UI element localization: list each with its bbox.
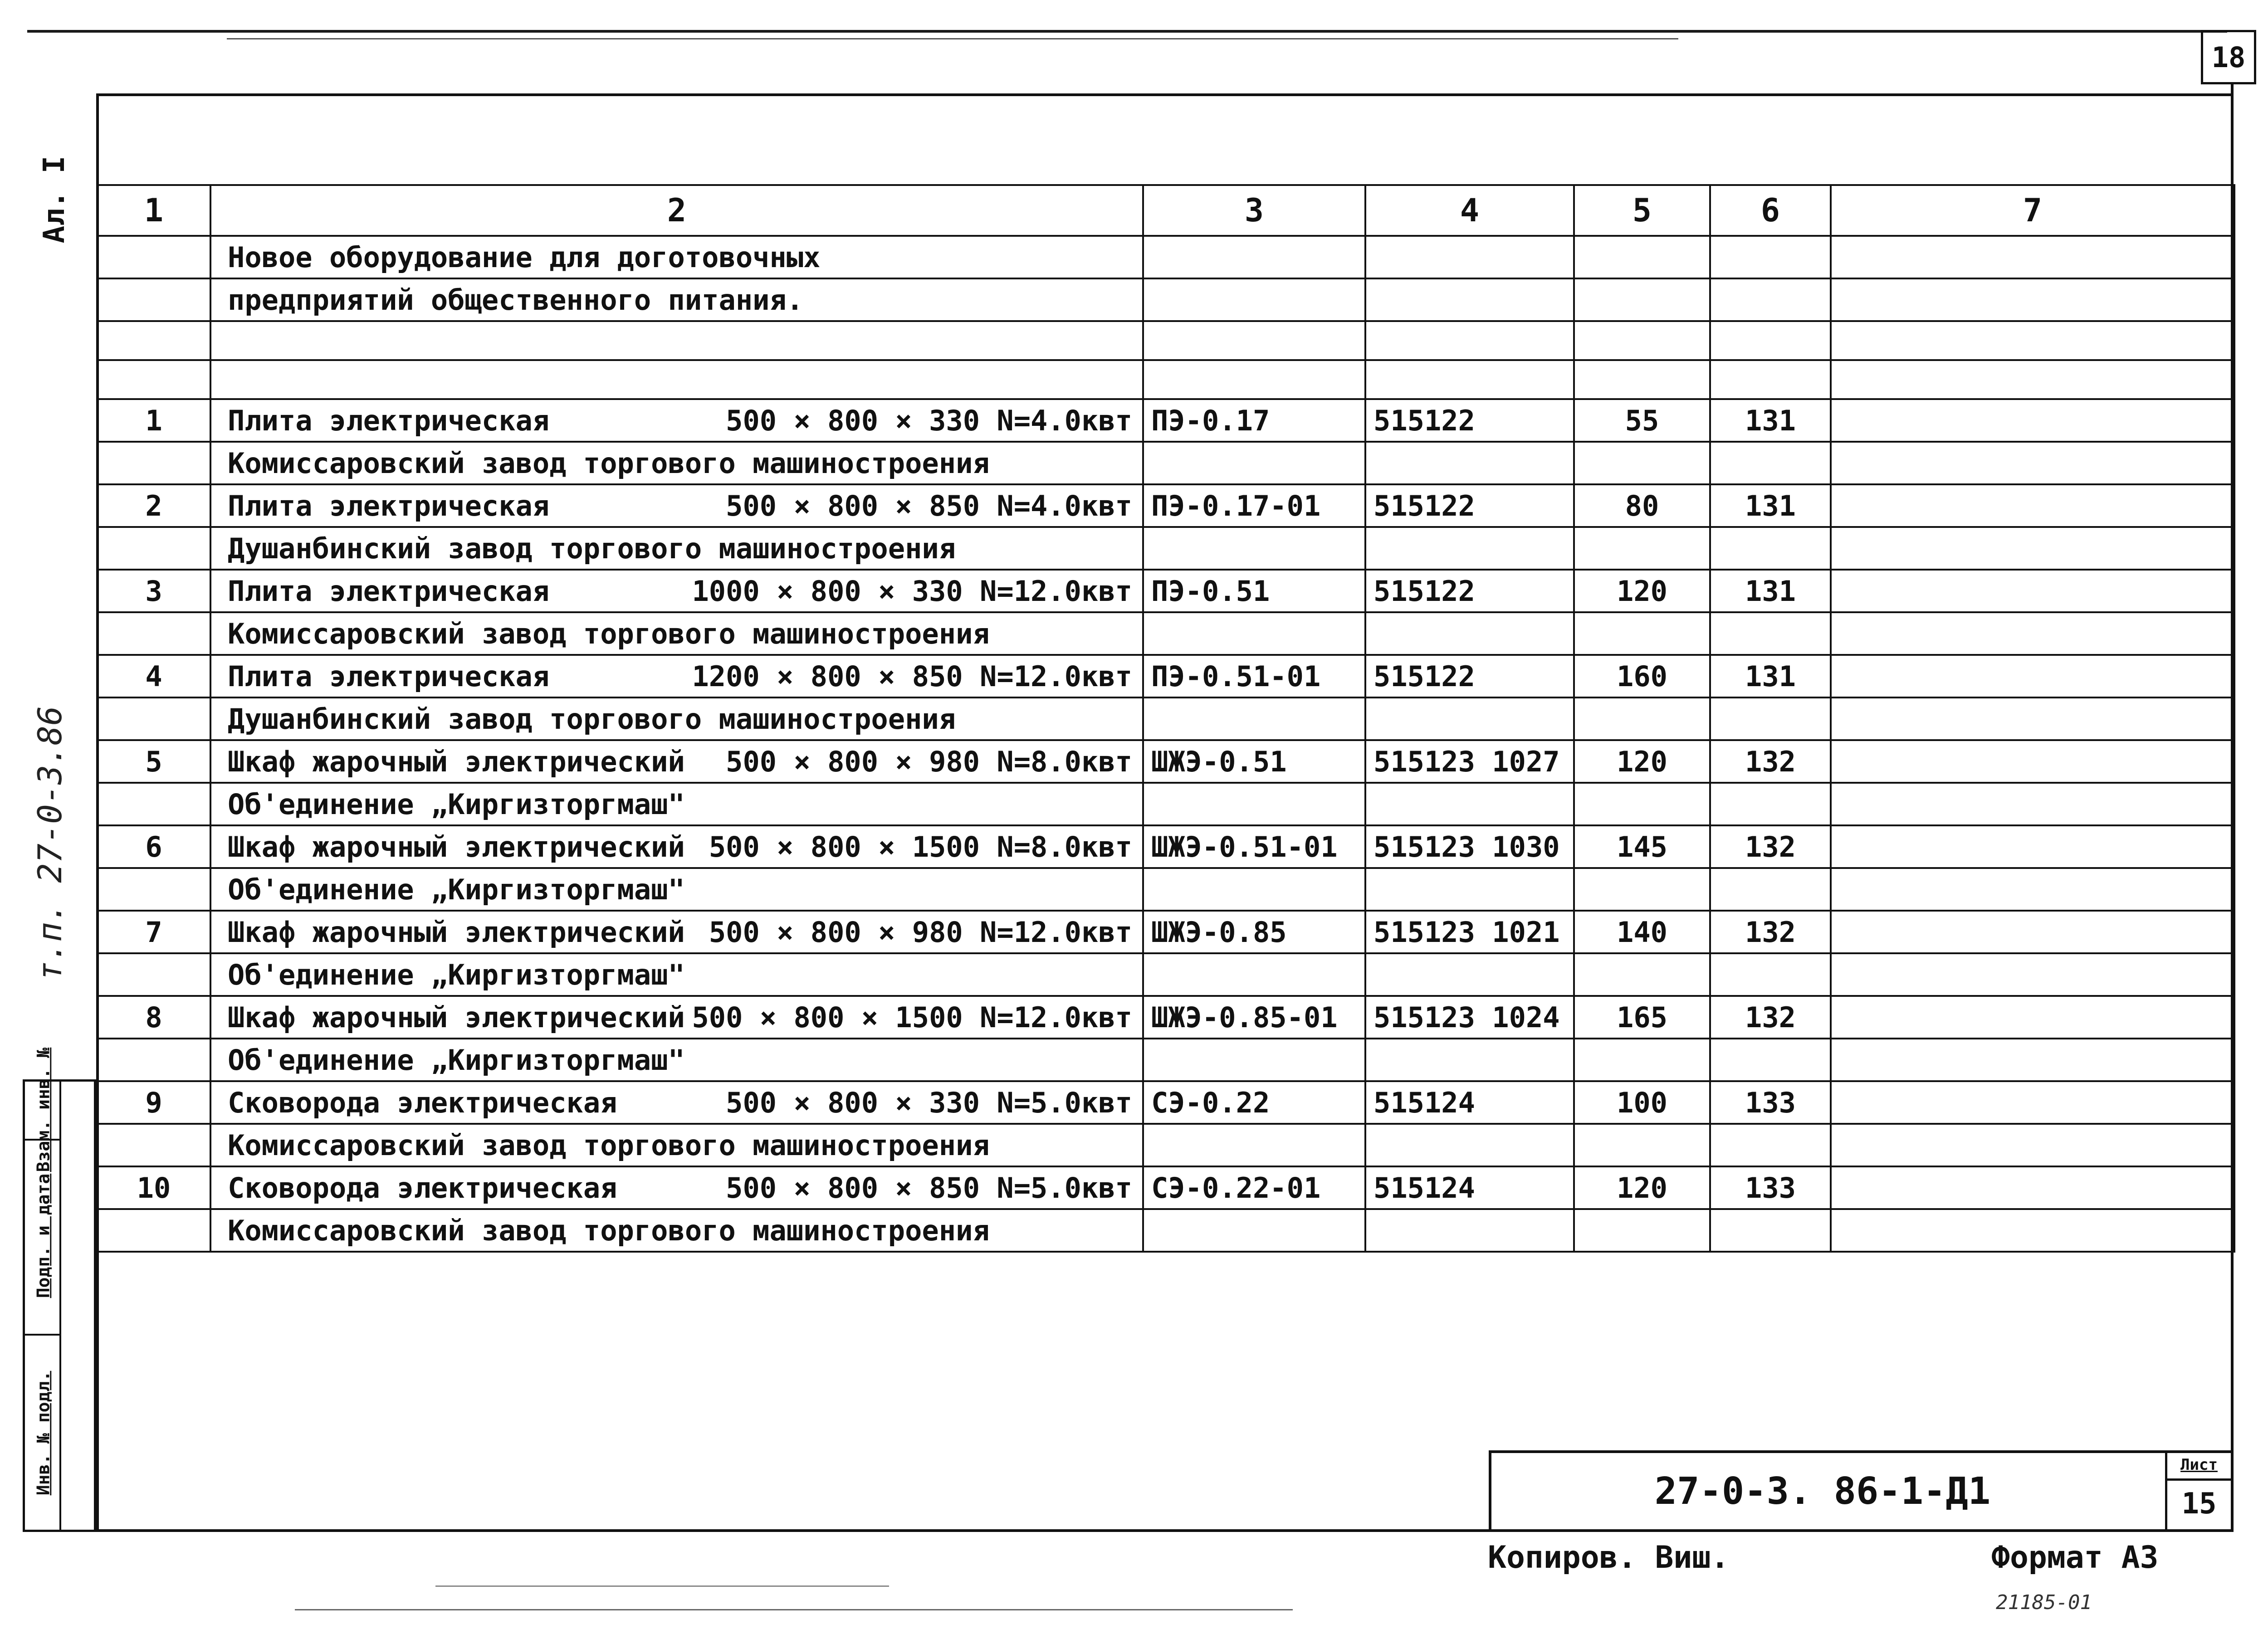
item-value: 160 <box>1574 655 1710 697</box>
item-value: 120 <box>1574 740 1710 783</box>
item-name-cell <box>210 484 1143 527</box>
item-value: 165 <box>1574 996 1710 1039</box>
section-title-line-2: предприятий общественного питания. <box>210 278 1143 321</box>
item-value: 55 <box>1574 399 1710 442</box>
title-block <box>1489 1450 2234 1532</box>
item-manufacturer: Душанбинский завод торгового машиностроения <box>210 527 1143 570</box>
item-value: 120 <box>1574 1166 1710 1209</box>
item-code: 515123 1021 <box>1365 911 1574 953</box>
paper-format: Формат А3 <box>1991 1540 2159 1575</box>
table-row-maker <box>97 612 2234 655</box>
item-dimensions: 500 × 800 × 1500 N=8.0квт <box>709 830 1132 863</box>
top-rule-secondary <box>227 38 1678 39</box>
item-note <box>1831 484 2234 527</box>
item-model: ПЭ-0.17 <box>1143 399 1365 442</box>
item-model: СЭ-0.22-01 <box>1143 1166 1365 1209</box>
table-row <box>97 1081 2234 1124</box>
equipment-table <box>96 184 2235 1253</box>
table-row-maker <box>97 953 2234 996</box>
table-row <box>97 825 2234 868</box>
item-name: Шкаф жарочный электрический <box>228 915 685 949</box>
item-code: 515124 <box>1365 1081 1574 1124</box>
item-dimensions: 500 × 800 × 850 N=5.0квт <box>726 1171 1132 1205</box>
item-dimensions: 500 × 800 × 980 N=8.0квт <box>726 745 1132 778</box>
table-header-row <box>97 185 2234 236</box>
table-row <box>97 399 2234 442</box>
column-header-3: 3 <box>1143 185 1365 236</box>
item-name-cell <box>210 740 1143 783</box>
column-header-5: 5 <box>1574 185 1710 236</box>
item-manufacturer: Об'единение „Киргизторгмаш" <box>210 953 1143 996</box>
table-row-maker <box>97 868 2234 911</box>
table-row <box>97 740 2234 783</box>
item-manufacturer: Комиссаровский завод торгового машиностроения <box>210 1124 1143 1166</box>
bottom-rule-secondary <box>435 1585 889 1587</box>
item-page: 132 <box>1710 996 1831 1039</box>
table-row <box>97 996 2234 1039</box>
item-note <box>1831 655 2234 697</box>
item-model: ПЭ-0.51-01 <box>1143 655 1365 697</box>
item-name: Шкаф жарочный электрический <box>228 745 685 778</box>
item-page: 132 <box>1710 740 1831 783</box>
item-note <box>1831 1081 2234 1124</box>
table-row <box>97 655 2234 697</box>
item-note <box>1831 911 2234 953</box>
section-title-row <box>97 236 2234 278</box>
table-row-maker <box>97 1039 2234 1081</box>
item-page: 132 <box>1710 911 1831 953</box>
item-code: 515122 <box>1365 484 1574 527</box>
item-name-cell <box>210 996 1143 1039</box>
table-row-maker <box>97 442 2234 484</box>
table-row-maker <box>97 527 2234 570</box>
item-page: 131 <box>1710 655 1831 697</box>
item-page: 131 <box>1710 570 1831 612</box>
column-header-1: 1 <box>97 185 210 236</box>
item-name-cell <box>210 825 1143 868</box>
table-row-maker <box>97 783 2234 825</box>
column-header-4: 4 <box>1365 185 1574 236</box>
blank-row <box>97 360 2234 399</box>
item-manufacturer: Комиссаровский завод торгового машиностроения <box>210 1209 1143 1252</box>
column-header-7: 7 <box>1831 185 2234 236</box>
item-name-cell <box>210 911 1143 953</box>
sheet-label: Лист <box>2165 1453 2231 1481</box>
item-page: 132 <box>1710 825 1831 868</box>
item-code: 515123 1024 <box>1365 996 1574 1039</box>
table-row-maker <box>97 1124 2234 1166</box>
table-row-maker <box>97 1209 2234 1252</box>
item-manufacturer: Комиссаровский завод торгового машиностроения <box>210 612 1143 655</box>
blank-row <box>97 321 2234 360</box>
table-row <box>97 570 2234 612</box>
item-model: ШЖЭ-0.51 <box>1143 740 1365 783</box>
item-manufacturer: Комиссаровский завод торгового машиностроения <box>210 442 1143 484</box>
binding-margin-stamp <box>23 1047 96 1532</box>
item-manufacturer: Душанбинский завод торгового машиностроения <box>210 697 1143 740</box>
item-dimensions: 500 × 800 × 330 N=4.0квт <box>726 404 1132 437</box>
item-name: Шкаф жарочный электрический <box>228 1000 685 1034</box>
item-model: ПЭ-0.17-01 <box>1143 484 1365 527</box>
item-number: 5 <box>97 740 210 783</box>
item-model: ШЖЭ-0.85 <box>1143 911 1365 953</box>
item-name-cell <box>210 1081 1143 1124</box>
item-dimensions: 500 × 800 × 850 N=4.0квт <box>726 489 1132 522</box>
item-name: Сковорода электрическая <box>228 1086 617 1119</box>
item-note <box>1831 825 2234 868</box>
item-page: 133 <box>1710 1081 1831 1124</box>
side-document-code: т.п. 27-0-3.86 <box>31 706 69 981</box>
item-value: 100 <box>1574 1081 1710 1124</box>
item-page: 133 <box>1710 1166 1831 1209</box>
item-model: ШЖЭ-0.51-01 <box>1143 825 1365 868</box>
item-name: Плита электрическая <box>228 489 550 522</box>
item-number: 6 <box>97 825 210 868</box>
item-manufacturer: Об'единение „Киргизторгмаш" <box>210 1039 1143 1081</box>
item-value: 145 <box>1574 825 1710 868</box>
item-code: 515122 <box>1365 570 1574 612</box>
top-rule <box>27 30 2227 33</box>
item-dimensions: 500 × 800 × 980 N=12.0квт <box>709 915 1132 949</box>
item-value: 80 <box>1574 484 1710 527</box>
item-code: 515122 <box>1365 399 1574 442</box>
item-note <box>1831 1166 2234 1209</box>
section-title-line-1: Новое оборудование для доготовочных <box>210 236 1143 278</box>
sheet-number-box: 18 <box>2201 30 2256 84</box>
item-page: 131 <box>1710 399 1831 442</box>
item-note <box>1831 399 2234 442</box>
item-number: 1 <box>97 399 210 442</box>
table-row <box>97 1166 2234 1209</box>
column-header-2: 2 <box>210 185 1143 236</box>
item-name: Плита электрическая <box>228 574 550 608</box>
item-model: СЭ-0.22 <box>1143 1081 1365 1124</box>
section-title-row <box>97 278 2234 321</box>
item-dimensions: 500 × 800 × 1500 N=12.0квт <box>692 1000 1132 1034</box>
item-name: Сковорода электрическая <box>228 1171 617 1205</box>
item-page: 131 <box>1710 484 1831 527</box>
item-dimensions: 1200 × 800 × 850 N=12.0квт <box>692 659 1132 693</box>
archive-number: 21185-01 <box>1996 1591 2092 1614</box>
binding-replaced-inv: Взам. инв. № <box>33 1047 54 1172</box>
copied-by: Копиров. Виш. <box>1488 1540 1730 1575</box>
item-name: Шкаф жарочный электрический <box>228 830 685 863</box>
item-name-cell <box>210 655 1143 697</box>
item-model: ШЖЭ-0.85-01 <box>1143 996 1365 1039</box>
item-dimensions: 500 × 800 × 330 N=5.0квт <box>726 1086 1132 1119</box>
item-code: 515123 1030 <box>1365 825 1574 868</box>
item-model: ПЭ-0.51 <box>1143 570 1365 612</box>
table-row <box>97 484 2234 527</box>
item-name-cell <box>210 1166 1143 1209</box>
item-note <box>1831 996 2234 1039</box>
item-number: 9 <box>97 1081 210 1124</box>
item-dimensions: 1000 × 800 × 330 N=12.0квт <box>692 574 1132 608</box>
item-name: Плита электрическая <box>228 659 550 693</box>
item-value: 140 <box>1574 911 1710 953</box>
item-code: 515122 <box>1365 655 1574 697</box>
item-number: 8 <box>97 996 210 1039</box>
sheet-number: 15 <box>2165 1478 2231 1529</box>
item-note <box>1831 570 2234 612</box>
table-row-maker <box>97 697 2234 740</box>
table-row <box>97 911 2234 953</box>
column-header-6: 6 <box>1710 185 1831 236</box>
item-code: 515124 <box>1365 1166 1574 1209</box>
item-note <box>1831 740 2234 783</box>
document-code: 27-0-3. 86-1-Д1 <box>1654 1469 1991 1513</box>
bottom-rule <box>295 1609 1293 1610</box>
item-number: 7 <box>97 911 210 953</box>
binding-inv-no: Инв. № подл. <box>33 1371 54 1496</box>
item-manufacturer: Об'единение „Киргизторгмаш" <box>210 868 1143 911</box>
item-manufacturer: Об'единение „Киргизторгмаш" <box>210 783 1143 825</box>
item-number: 2 <box>97 484 210 527</box>
item-number: 10 <box>97 1166 210 1209</box>
album-label: Ал. I <box>38 156 71 244</box>
item-name: Плита электрическая <box>228 404 550 437</box>
item-name-cell <box>210 399 1143 442</box>
item-number: 3 <box>97 570 210 612</box>
item-value: 120 <box>1574 570 1710 612</box>
item-code: 515123 1027 <box>1365 740 1574 783</box>
item-name-cell <box>210 570 1143 612</box>
binding-sign-date: Подп. и дата <box>33 1173 54 1298</box>
binding-separator <box>25 1334 61 1336</box>
item-number: 4 <box>97 655 210 697</box>
